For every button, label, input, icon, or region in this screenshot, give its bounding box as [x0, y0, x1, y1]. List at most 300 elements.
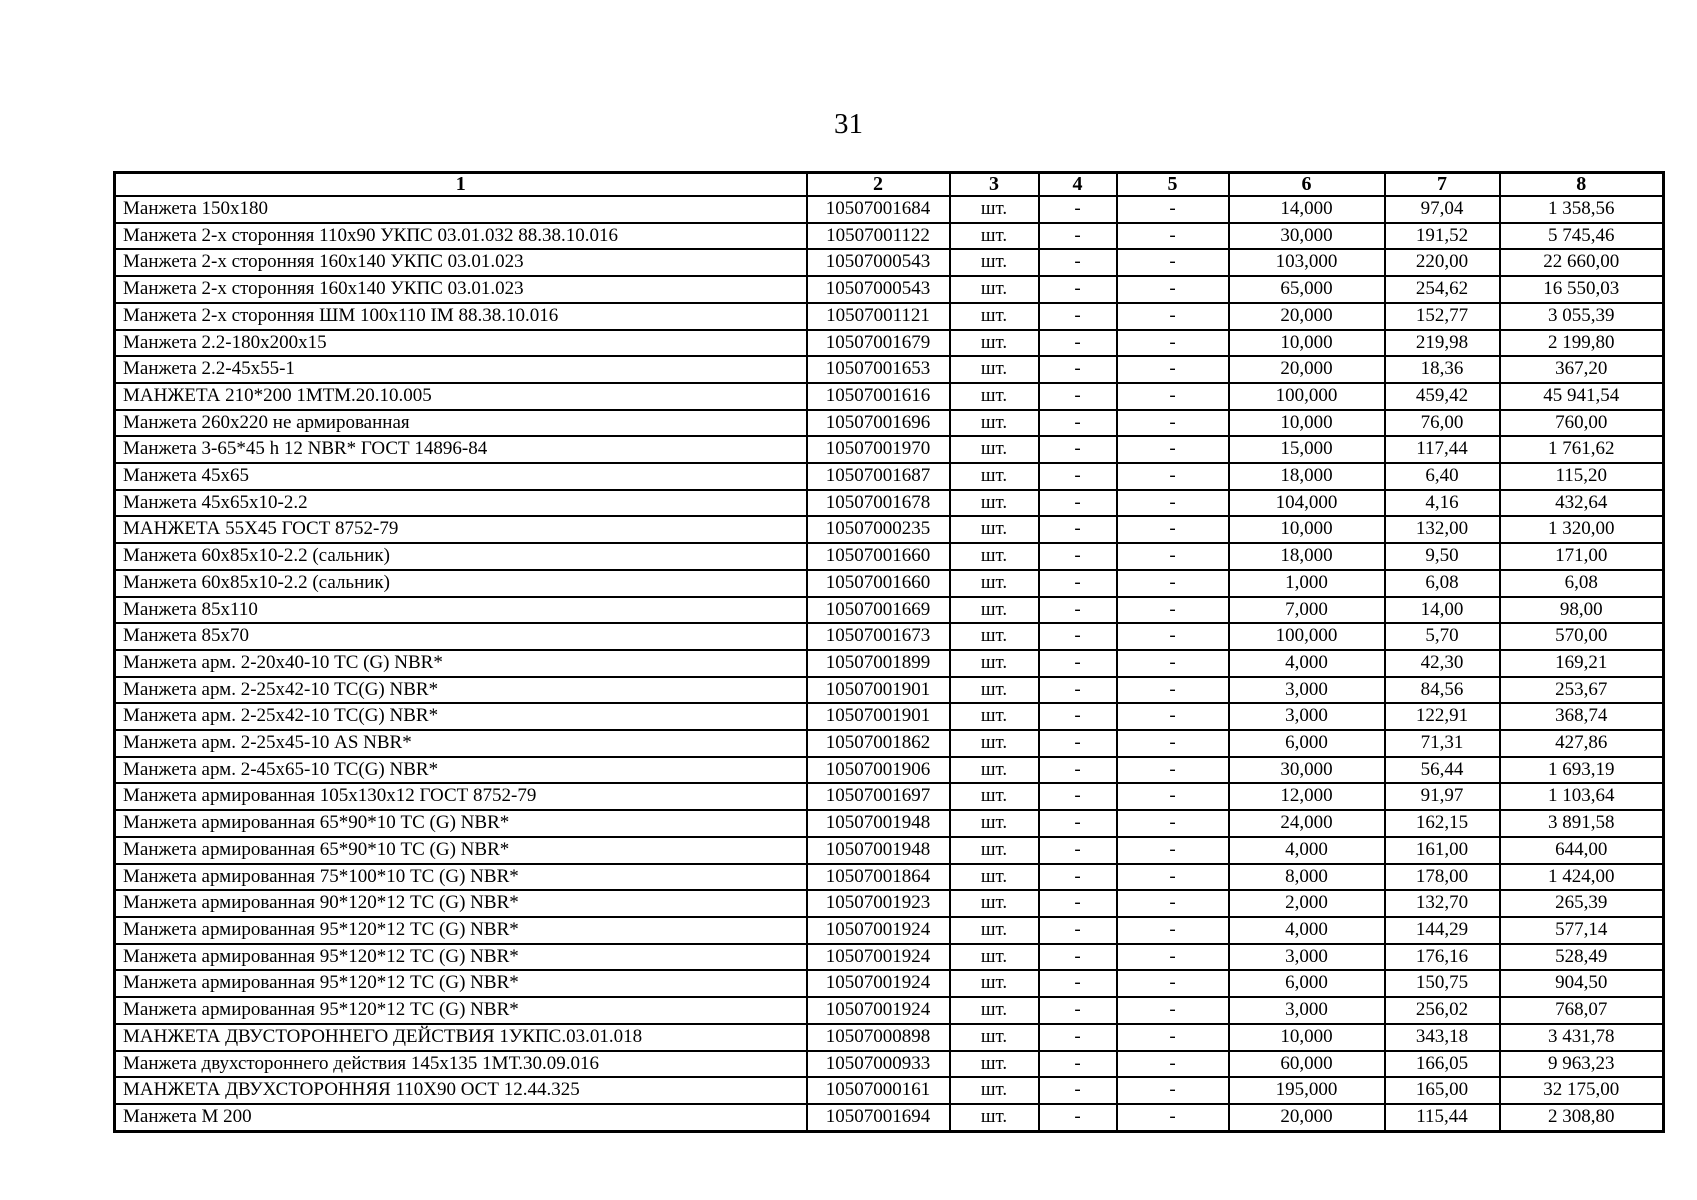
item-name-cell: Манжета 2.2-45х55-1 — [115, 356, 807, 383]
total-cell: 768,07 — [1500, 997, 1664, 1024]
quantity-cell: 4,000 — [1229, 837, 1385, 864]
total-cell: 16 550,03 — [1500, 276, 1664, 303]
item-name-cell: Манжета арм. 2-20х40-10 TC (G) NBR* — [115, 650, 807, 677]
unit-cell: шт. — [950, 837, 1039, 864]
col5-cell: - — [1117, 730, 1229, 757]
item-name-cell: Манжета арм. 2-25х42-10 TC(G) NBR* — [115, 677, 807, 704]
item-name-cell: Манжета арм. 2-45х65-10 TC(G) NBR* — [115, 757, 807, 784]
unit-cell: шт. — [950, 490, 1039, 517]
col5-cell: - — [1117, 597, 1229, 624]
quantity-cell: 195,000 — [1229, 1077, 1385, 1104]
unit-cell: шт. — [950, 196, 1039, 223]
total-cell: 98,00 — [1500, 597, 1664, 624]
table-row — [115, 383, 1664, 410]
price-cell: 84,56 — [1385, 677, 1500, 704]
col4-cell: - — [1039, 383, 1117, 410]
quantity-cell: 6,000 — [1229, 730, 1385, 757]
col4-cell: - — [1039, 623, 1117, 650]
col5-cell: - — [1117, 436, 1229, 463]
total-cell: 22 660,00 — [1500, 249, 1664, 276]
total-cell: 1 761,62 — [1500, 436, 1664, 463]
unit-cell: шт. — [950, 703, 1039, 730]
unit-cell: шт. — [950, 730, 1039, 757]
table-row — [115, 677, 1664, 704]
item-name-cell: Манжета 2-х сторонняя ШМ 100х110 IM 88.38.10.016 — [115, 303, 807, 330]
col4-cell: - — [1039, 864, 1117, 891]
table-row — [115, 356, 1664, 383]
item-name-cell: Манжета 85х70 — [115, 623, 807, 650]
item-name-cell: Манжета 2-х сторонняя 160х140 УКПС 03.01.023 — [115, 276, 807, 303]
unit-cell: шт. — [950, 1077, 1039, 1104]
table-row — [115, 276, 1664, 303]
item-code-cell: 10507001122 — [807, 223, 950, 250]
price-cell: 5,70 — [1385, 623, 1500, 650]
item-name-cell: Манжета 60х85х10-2.2 (сальник) — [115, 570, 807, 597]
table-row — [115, 303, 1664, 330]
item-code-cell: 10507001899 — [807, 650, 950, 677]
col4-cell: - — [1039, 597, 1117, 624]
price-cell: 191,52 — [1385, 223, 1500, 250]
col5-cell: - — [1117, 703, 1229, 730]
total-cell: 432,64 — [1500, 490, 1664, 517]
item-code-cell: 10507001121 — [807, 303, 950, 330]
unit-cell: шт. — [950, 623, 1039, 650]
total-cell: 1 693,19 — [1500, 757, 1664, 784]
price-cell: 161,00 — [1385, 837, 1500, 864]
table-row — [115, 757, 1664, 784]
quantity-cell: 60,000 — [1229, 1051, 1385, 1078]
quantity-cell: 100,000 — [1229, 623, 1385, 650]
item-name-cell: Манжета арм. 2-25х42-10 TC(G) NBR* — [115, 703, 807, 730]
col4-cell: - — [1039, 330, 1117, 357]
total-cell: 2 308,80 — [1500, 1104, 1664, 1131]
table-row — [115, 783, 1664, 810]
unit-cell: шт. — [950, 570, 1039, 597]
quantity-cell: 10,000 — [1229, 1024, 1385, 1051]
item-name-cell: Манжета 85х110 — [115, 597, 807, 624]
item-name-cell: Манжета армированная 75*100*10 TC (G) NBR* — [115, 864, 807, 891]
unit-cell: шт. — [950, 997, 1039, 1024]
item-code-cell: 10507001653 — [807, 356, 950, 383]
item-code-cell: 10507001906 — [807, 757, 950, 784]
table-row — [115, 623, 1664, 650]
col5-cell: - — [1117, 1024, 1229, 1051]
unit-cell: шт. — [950, 757, 1039, 784]
total-cell: 2 199,80 — [1500, 330, 1664, 357]
column-header-4: 4 — [1039, 173, 1117, 197]
col4-cell: - — [1039, 570, 1117, 597]
quantity-cell: 100,000 — [1229, 383, 1385, 410]
item-code-cell: 10507001679 — [807, 330, 950, 357]
total-cell: 3 431,78 — [1500, 1024, 1664, 1051]
col4-cell: - — [1039, 516, 1117, 543]
col4-cell: - — [1039, 810, 1117, 837]
item-code-cell: 10507001697 — [807, 783, 950, 810]
table-row — [115, 330, 1664, 357]
price-cell: 18,36 — [1385, 356, 1500, 383]
table-row — [115, 917, 1664, 944]
unit-cell: шт. — [950, 249, 1039, 276]
item-code-cell: 10507001678 — [807, 490, 950, 517]
total-cell: 1 358,56 — [1500, 196, 1664, 223]
total-cell: 570,00 — [1500, 623, 1664, 650]
col4-cell: - — [1039, 970, 1117, 997]
col4-cell: - — [1039, 1077, 1117, 1104]
column-header-6: 6 — [1229, 173, 1385, 197]
col4-cell: - — [1039, 997, 1117, 1024]
table-row — [115, 810, 1664, 837]
unit-cell: шт. — [950, 970, 1039, 997]
price-cell: 115,44 — [1385, 1104, 1500, 1131]
quantity-cell: 18,000 — [1229, 543, 1385, 570]
price-cell: 162,15 — [1385, 810, 1500, 837]
col4-cell: - — [1039, 677, 1117, 704]
item-code-cell: 10507001696 — [807, 410, 950, 437]
item-code-cell: 10507000161 — [807, 1077, 950, 1104]
quantity-cell: 1,000 — [1229, 570, 1385, 597]
unit-cell: шт. — [950, 463, 1039, 490]
col5-cell: - — [1117, 249, 1229, 276]
table-row — [115, 570, 1664, 597]
total-cell: 577,14 — [1500, 917, 1664, 944]
item-code-cell: 10507001924 — [807, 944, 950, 971]
unit-cell: шт. — [950, 383, 1039, 410]
table-row — [115, 890, 1664, 917]
table-row — [115, 1077, 1664, 1104]
quantity-cell: 12,000 — [1229, 783, 1385, 810]
total-cell: 253,67 — [1500, 677, 1664, 704]
price-cell: 150,75 — [1385, 970, 1500, 997]
col5-cell: - — [1117, 677, 1229, 704]
col5-cell: - — [1117, 383, 1229, 410]
unit-cell: шт. — [950, 276, 1039, 303]
item-code-cell: 10507001694 — [807, 1104, 950, 1131]
col4-cell: - — [1039, 1051, 1117, 1078]
col4-cell: - — [1039, 1104, 1117, 1131]
price-cell: 9,50 — [1385, 543, 1500, 570]
col4-cell: - — [1039, 223, 1117, 250]
price-cell: 76,00 — [1385, 410, 1500, 437]
col4-cell: - — [1039, 490, 1117, 517]
item-name-cell: Манжета армированная 65*90*10 TC (G) NBR* — [115, 837, 807, 864]
price-cell: 256,02 — [1385, 997, 1500, 1024]
item-name-cell: Манжета 3-65*45 h 12 NBR* ГОСТ 14896-84 — [115, 436, 807, 463]
col5-cell: - — [1117, 944, 1229, 971]
col4-cell: - — [1039, 837, 1117, 864]
table-row — [115, 1051, 1664, 1078]
total-cell: 169,21 — [1500, 650, 1664, 677]
table-row — [115, 650, 1664, 677]
item-code-cell: 10507001684 — [807, 196, 950, 223]
unit-cell: шт. — [950, 677, 1039, 704]
item-name-cell: Манжета армированная 90*120*12 TC (G) NBR* — [115, 890, 807, 917]
price-cell: 132,00 — [1385, 516, 1500, 543]
col5-cell: - — [1117, 783, 1229, 810]
col4-cell: - — [1039, 730, 1117, 757]
unit-cell: шт. — [950, 1104, 1039, 1131]
item-name-cell: МАНЖЕТА 210*200 1МТМ.20.10.005 — [115, 383, 807, 410]
column-header-3: 3 — [950, 173, 1039, 197]
item-code-cell: 10507001616 — [807, 383, 950, 410]
price-cell: 254,62 — [1385, 276, 1500, 303]
table-row — [115, 196, 1664, 223]
col5-cell: - — [1117, 276, 1229, 303]
item-name-cell: Манжета М 200 — [115, 1104, 807, 1131]
price-cell: 343,18 — [1385, 1024, 1500, 1051]
price-cell: 6,08 — [1385, 570, 1500, 597]
unit-cell: шт. — [950, 944, 1039, 971]
item-code-cell: 10507001687 — [807, 463, 950, 490]
quantity-cell: 2,000 — [1229, 890, 1385, 917]
item-name-cell: Манжета 260х220 не армированная — [115, 410, 807, 437]
col4-cell: - — [1039, 276, 1117, 303]
quantity-cell: 10,000 — [1229, 330, 1385, 357]
total-cell: 265,39 — [1500, 890, 1664, 917]
item-name-cell: МАНЖЕТА ДВУСТОРОННЕГО ДЕЙСТВИЯ 1УКПС.03.01.018 — [115, 1024, 807, 1051]
total-cell: 427,86 — [1500, 730, 1664, 757]
total-cell: 1 103,64 — [1500, 783, 1664, 810]
column-header-7: 7 — [1385, 173, 1500, 197]
total-cell: 171,00 — [1500, 543, 1664, 570]
total-cell: 528,49 — [1500, 944, 1664, 971]
col5-cell: - — [1117, 757, 1229, 784]
price-cell: 56,44 — [1385, 757, 1500, 784]
table-row — [115, 436, 1664, 463]
col5-cell: - — [1117, 223, 1229, 250]
unit-cell: шт. — [950, 356, 1039, 383]
col5-cell: - — [1117, 543, 1229, 570]
price-cell: 91,97 — [1385, 783, 1500, 810]
quantity-cell: 24,000 — [1229, 810, 1385, 837]
item-name-cell: Манжета армированная 95*120*12 TC (G) NBR* — [115, 997, 807, 1024]
price-cell: 165,00 — [1385, 1077, 1500, 1104]
total-cell: 3 055,39 — [1500, 303, 1664, 330]
quantity-cell: 4,000 — [1229, 917, 1385, 944]
col4-cell: - — [1039, 1024, 1117, 1051]
col4-cell: - — [1039, 249, 1117, 276]
item-code-cell: 10507000898 — [807, 1024, 950, 1051]
quantity-cell: 20,000 — [1229, 303, 1385, 330]
table-row — [115, 703, 1664, 730]
unit-cell: шт. — [950, 650, 1039, 677]
item-code-cell: 10507001924 — [807, 970, 950, 997]
unit-cell: шт. — [950, 864, 1039, 891]
unit-cell: шт. — [950, 917, 1039, 944]
quantity-cell: 10,000 — [1229, 516, 1385, 543]
col5-cell: - — [1117, 623, 1229, 650]
col4-cell: - — [1039, 410, 1117, 437]
price-cell: 144,29 — [1385, 917, 1500, 944]
total-cell: 45 941,54 — [1500, 383, 1664, 410]
total-cell: 5 745,46 — [1500, 223, 1664, 250]
item-code-cell: 10507001901 — [807, 677, 950, 704]
table-row — [115, 223, 1664, 250]
col5-cell: - — [1117, 463, 1229, 490]
price-cell: 132,70 — [1385, 890, 1500, 917]
col5-cell: - — [1117, 490, 1229, 517]
items-table — [113, 171, 1665, 1133]
total-cell: 1 320,00 — [1500, 516, 1664, 543]
price-cell: 14,00 — [1385, 597, 1500, 624]
column-header-1: 1 — [115, 173, 807, 197]
unit-cell: шт. — [950, 223, 1039, 250]
total-cell: 367,20 — [1500, 356, 1664, 383]
table-row — [115, 837, 1664, 864]
total-cell: 9 963,23 — [1500, 1051, 1664, 1078]
col5-cell: - — [1117, 356, 1229, 383]
quantity-cell: 104,000 — [1229, 490, 1385, 517]
table-row — [115, 944, 1664, 971]
column-header-5: 5 — [1117, 173, 1229, 197]
unit-cell: шт. — [950, 543, 1039, 570]
item-code-cell: 10507001948 — [807, 837, 950, 864]
unit-cell: шт. — [950, 783, 1039, 810]
col4-cell: - — [1039, 944, 1117, 971]
unit-cell: шт. — [950, 1024, 1039, 1051]
item-code-cell: 10507001660 — [807, 543, 950, 570]
quantity-cell: 3,000 — [1229, 677, 1385, 704]
price-cell: 219,98 — [1385, 330, 1500, 357]
quantity-cell: 3,000 — [1229, 703, 1385, 730]
col5-cell: - — [1117, 810, 1229, 837]
unit-cell: шт. — [950, 516, 1039, 543]
col5-cell: - — [1117, 997, 1229, 1024]
col5-cell: - — [1117, 970, 1229, 997]
item-code-cell: 10507001924 — [807, 917, 950, 944]
item-name-cell: Манжета армированная 95*120*12 TC (G) NBR* — [115, 944, 807, 971]
item-code-cell: 10507001923 — [807, 890, 950, 917]
quantity-cell: 8,000 — [1229, 864, 1385, 891]
item-code-cell: 10507001862 — [807, 730, 950, 757]
unit-cell: шт. — [950, 1051, 1039, 1078]
quantity-cell: 65,000 — [1229, 276, 1385, 303]
item-name-cell: Манжета армированная 95*120*12 TC (G) NBR* — [115, 970, 807, 997]
col4-cell: - — [1039, 463, 1117, 490]
quantity-cell: 6,000 — [1229, 970, 1385, 997]
total-cell: 115,20 — [1500, 463, 1664, 490]
item-code-cell: 10507001660 — [807, 570, 950, 597]
col5-cell: - — [1117, 1051, 1229, 1078]
price-cell: 117,44 — [1385, 436, 1500, 463]
unit-cell: шт. — [950, 810, 1039, 837]
item-code-cell: 10507000235 — [807, 516, 950, 543]
item-code-cell: 10507001970 — [807, 436, 950, 463]
item-name-cell: МАНЖЕТА ДВУХСТОРОННЯЯ 110Х90 ОСТ 12.44.325 — [115, 1077, 807, 1104]
item-name-cell: Манжета армированная 65*90*10 TC (G) NBR* — [115, 810, 807, 837]
col5-cell: - — [1117, 410, 1229, 437]
total-cell: 644,00 — [1500, 837, 1664, 864]
col4-cell: - — [1039, 356, 1117, 383]
total-cell: 760,00 — [1500, 410, 1664, 437]
table-header-row — [115, 173, 1664, 197]
item-name-cell: МАНЖЕТА 55Х45 ГОСТ 8752-79 — [115, 516, 807, 543]
quantity-cell: 20,000 — [1229, 1104, 1385, 1131]
col4-cell: - — [1039, 543, 1117, 570]
quantity-cell: 103,000 — [1229, 249, 1385, 276]
item-code-cell: 10507001669 — [807, 597, 950, 624]
table-row — [115, 730, 1664, 757]
col4-cell: - — [1039, 757, 1117, 784]
col4-cell: - — [1039, 436, 1117, 463]
price-cell: 176,16 — [1385, 944, 1500, 971]
col5-cell: - — [1117, 303, 1229, 330]
quantity-cell: 7,000 — [1229, 597, 1385, 624]
table-row — [115, 463, 1664, 490]
col4-cell: - — [1039, 917, 1117, 944]
price-cell: 4,16 — [1385, 490, 1500, 517]
item-code-cell: 10507001901 — [807, 703, 950, 730]
item-name-cell: Манжета арм. 2-25х45-10 AS NBR* — [115, 730, 807, 757]
total-cell: 904,50 — [1500, 970, 1664, 997]
col5-cell: - — [1117, 570, 1229, 597]
unit-cell: шт. — [950, 597, 1039, 624]
quantity-cell: 14,000 — [1229, 196, 1385, 223]
item-code-cell: 10507001673 — [807, 623, 950, 650]
item-code-cell: 10507001924 — [807, 997, 950, 1024]
table-row — [115, 516, 1664, 543]
col5-cell: - — [1117, 864, 1229, 891]
table-row — [115, 1104, 1664, 1131]
col5-cell: - — [1117, 330, 1229, 357]
price-cell: 178,00 — [1385, 864, 1500, 891]
column-header-8: 8 — [1500, 173, 1664, 197]
item-name-cell: Манжета 60х85х10-2.2 (сальник) — [115, 543, 807, 570]
price-cell: 220,00 — [1385, 249, 1500, 276]
unit-cell: шт. — [950, 330, 1039, 357]
column-header-2: 2 — [807, 173, 950, 197]
table-row — [115, 597, 1664, 624]
item-code-cell: 10507001948 — [807, 810, 950, 837]
total-cell: 1 424,00 — [1500, 864, 1664, 891]
table-row — [115, 490, 1664, 517]
page-number: 31 — [834, 108, 863, 140]
col5-cell: - — [1117, 650, 1229, 677]
item-name-cell: Манжета армированная 105х130х12 ГОСТ 8752-79 — [115, 783, 807, 810]
quantity-cell: 18,000 — [1229, 463, 1385, 490]
quantity-cell: 3,000 — [1229, 997, 1385, 1024]
table-row — [115, 543, 1664, 570]
price-cell: 166,05 — [1385, 1051, 1500, 1078]
col4-cell: - — [1039, 650, 1117, 677]
item-code-cell: 10507000543 — [807, 249, 950, 276]
table-row — [115, 249, 1664, 276]
col4-cell: - — [1039, 703, 1117, 730]
total-cell: 368,74 — [1500, 703, 1664, 730]
item-code-cell: 10507000933 — [807, 1051, 950, 1078]
quantity-cell: 20,000 — [1229, 356, 1385, 383]
total-cell: 6,08 — [1500, 570, 1664, 597]
price-cell: 122,91 — [1385, 703, 1500, 730]
unit-cell: шт. — [950, 890, 1039, 917]
unit-cell: шт. — [950, 436, 1039, 463]
total-cell: 32 175,00 — [1500, 1077, 1664, 1104]
quantity-cell: 10,000 — [1229, 410, 1385, 437]
price-cell: 42,30 — [1385, 650, 1500, 677]
col4-cell: - — [1039, 890, 1117, 917]
table-row — [115, 997, 1664, 1024]
item-name-cell: Манжета 45х65 — [115, 463, 807, 490]
price-cell: 97,04 — [1385, 196, 1500, 223]
quantity-cell: 30,000 — [1229, 757, 1385, 784]
col4-cell: - — [1039, 196, 1117, 223]
item-name-cell: Манжета 150х180 — [115, 196, 807, 223]
unit-cell: шт. — [950, 303, 1039, 330]
item-name-cell: Манжета армированная 95*120*12 TC (G) NBR* — [115, 917, 807, 944]
col5-cell: - — [1117, 1077, 1229, 1104]
quantity-cell: 30,000 — [1229, 223, 1385, 250]
col5-cell: - — [1117, 516, 1229, 543]
col5-cell: - — [1117, 1104, 1229, 1131]
